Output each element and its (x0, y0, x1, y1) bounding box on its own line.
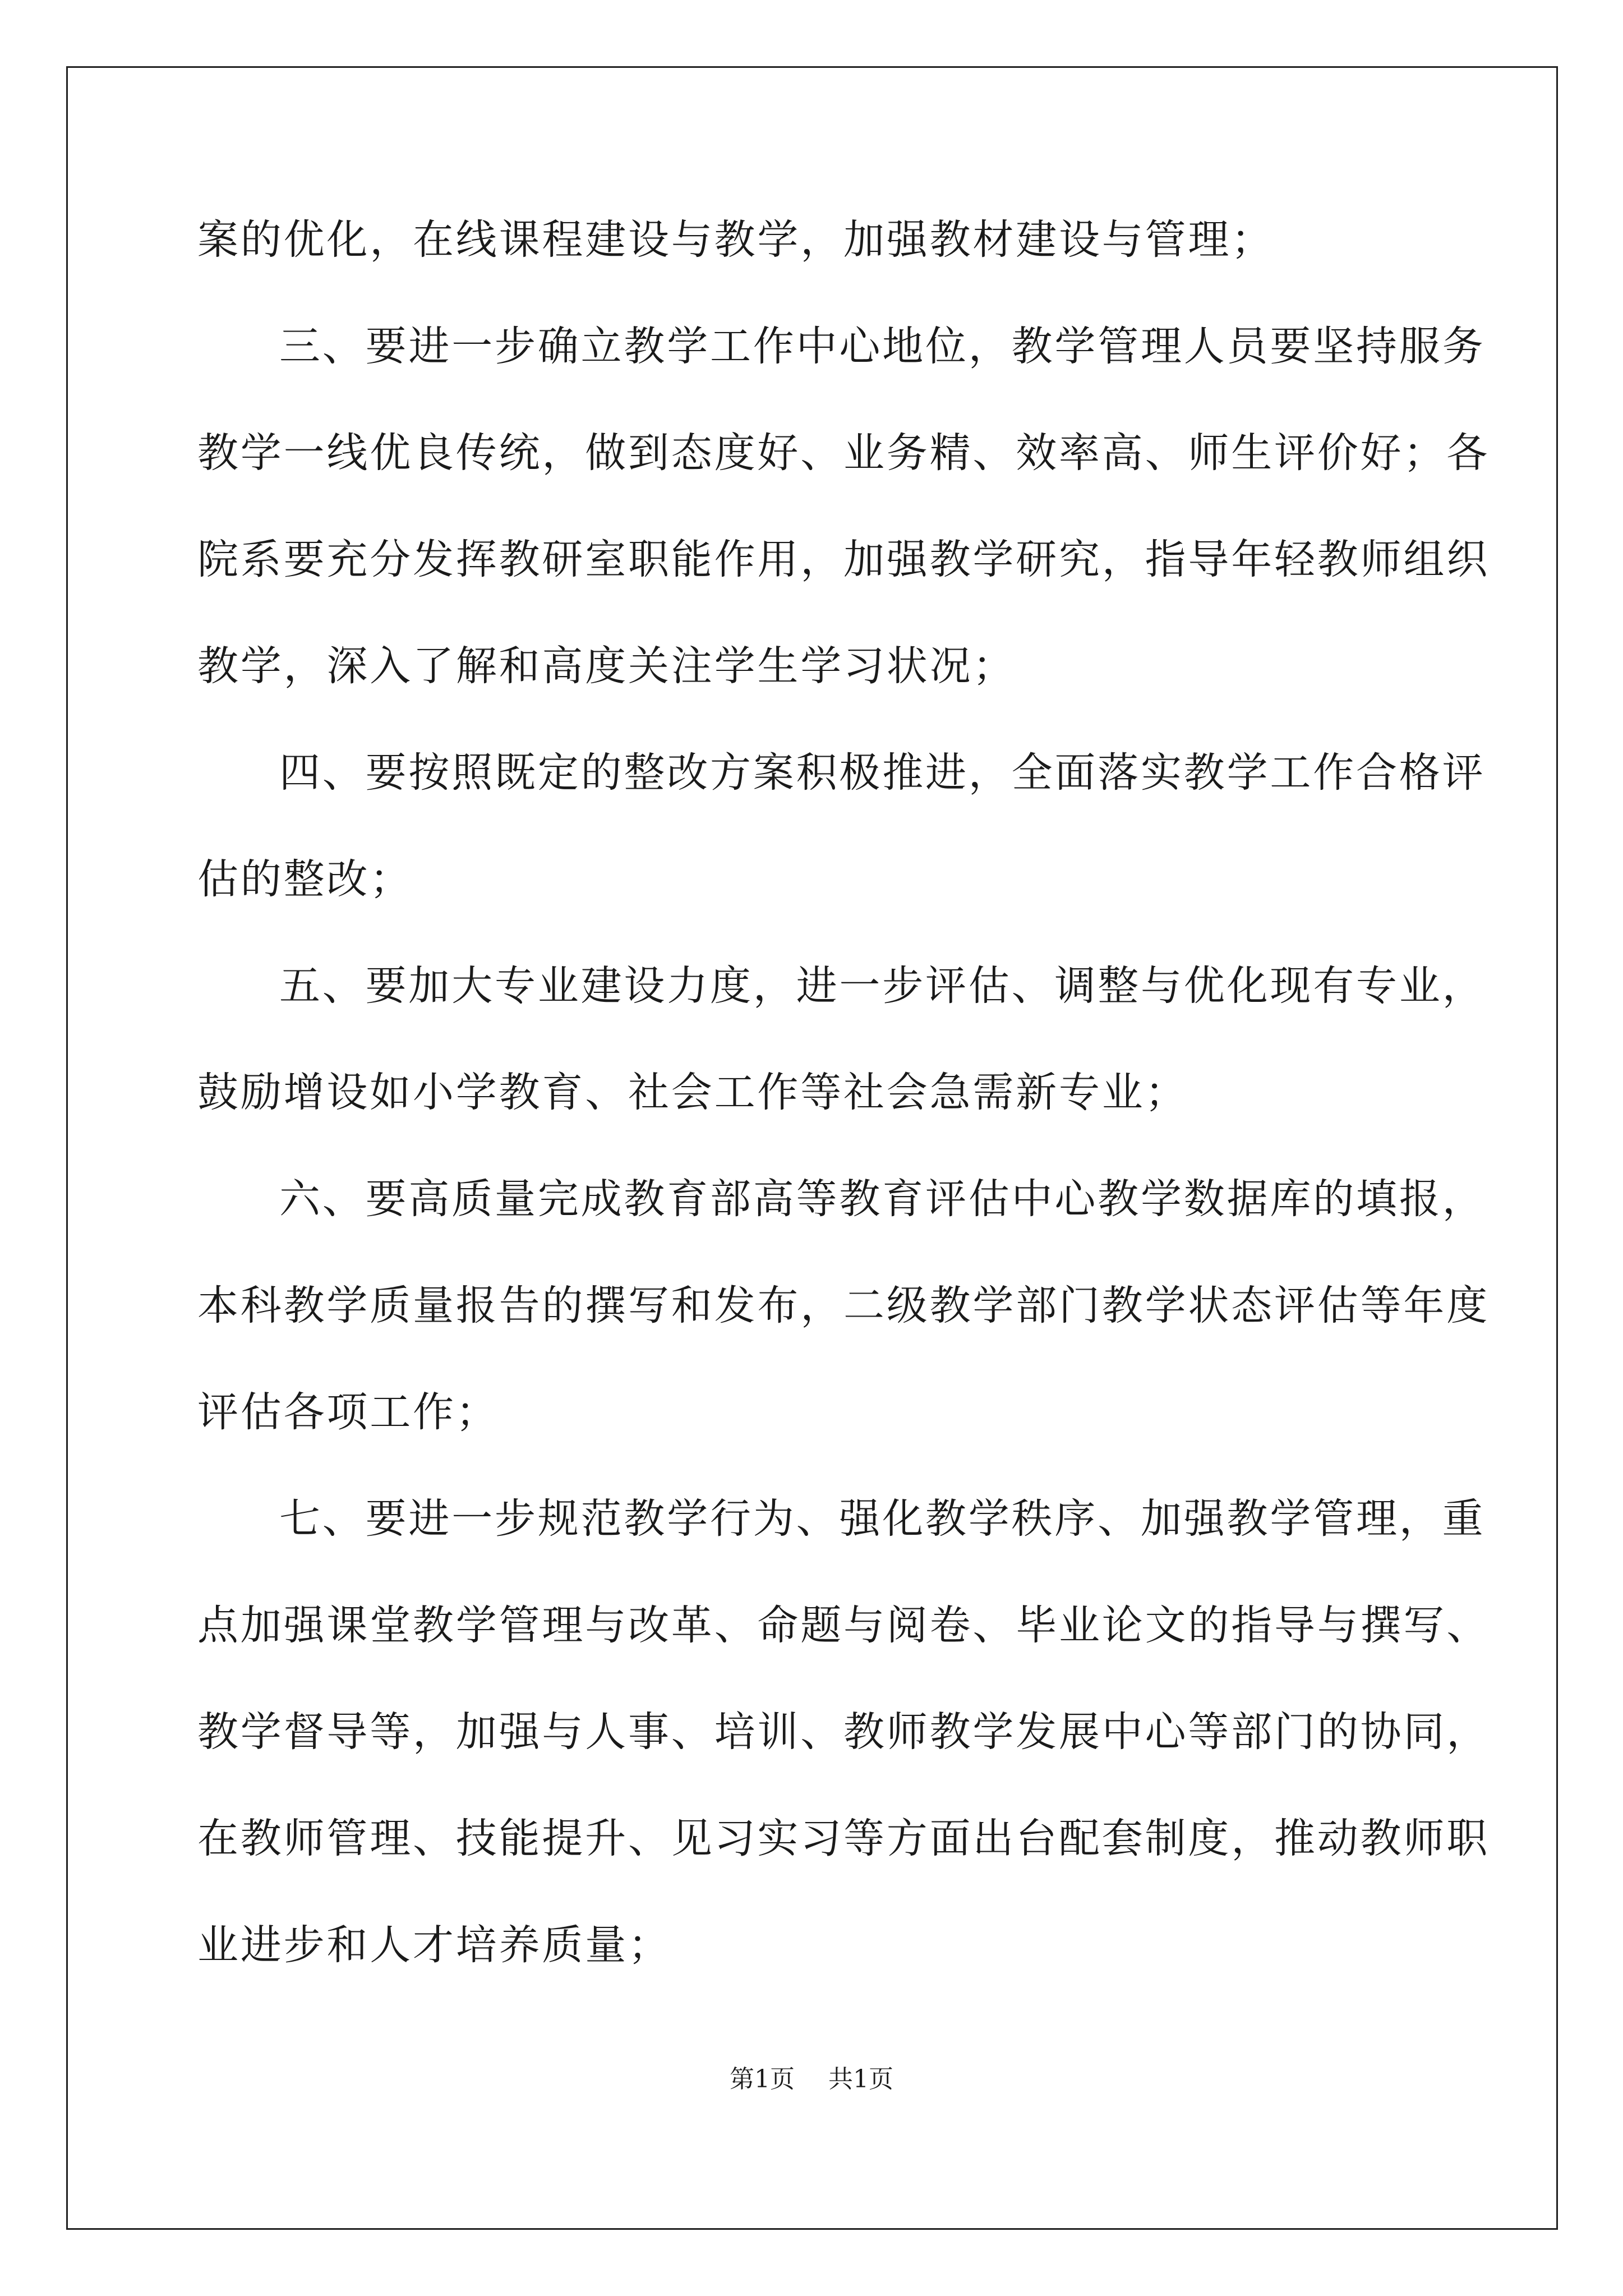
text-line: 在教师管理、技能提升、见习实习等方面出台配套制度，推动教师职 (197, 1815, 1490, 1862)
text-line: 六、要高质量完成教育部高等教育评估中心教学数据库的填报， (279, 1175, 1486, 1223)
text-line: 七、要进一步规范教学行为、强化教学秩序、加强教学管理，重 (279, 1495, 1486, 1543)
text-line: 教学，深入了解和高度关注学生学习状况； (197, 642, 1016, 690)
text-line: 院系要充分发挥教研室职能作用，加强教学研究，指导年轻教师组织 (197, 536, 1490, 583)
page-footer (0, 2059, 1623, 2095)
text-line: 教学一线优良传统，做到态度好、业务精、效率高、师生评价好；各 (197, 429, 1490, 477)
text-line: 三、要进一步确立教学工作中心地位，教学管理人员要坚持服务 (279, 323, 1486, 370)
text-line: 业进步和人才培养质量； (197, 1921, 671, 1969)
page-number: 第1页 (730, 2065, 795, 2093)
text-line: 教学督导等，加强与人事、培训、教师教学发展中心等部门的协同， (197, 1708, 1490, 1756)
text-line: 点加强课堂教学管理与改革、命题与阅卷、毕业论文的指导与撰写、 (197, 1602, 1490, 1649)
text-line: 鼓励增设如小学教育、社会工作等社会急需新专业； (197, 1069, 1188, 1116)
text-line: 本科教学质量报告的撰写和发布，二级教学部门教学状态评估等年度 (197, 1282, 1490, 1329)
document-body (197, 216, 1490, 2031)
text-line: 评估各项工作； (197, 1388, 499, 1436)
text-line: 估的整改； (197, 855, 413, 903)
text-line: 四、要按照既定的整改方案积极推进，全面落实教学工作合格评 (279, 749, 1486, 797)
text-line: 五、要加大专业建设力度，进一步评估、调整与优化现有专业， (279, 962, 1486, 1010)
text-line: 案的优化，在线课程建设与教学，加强教材建设与管理； (197, 216, 1274, 264)
page-count: 共1页 (828, 2065, 893, 2093)
